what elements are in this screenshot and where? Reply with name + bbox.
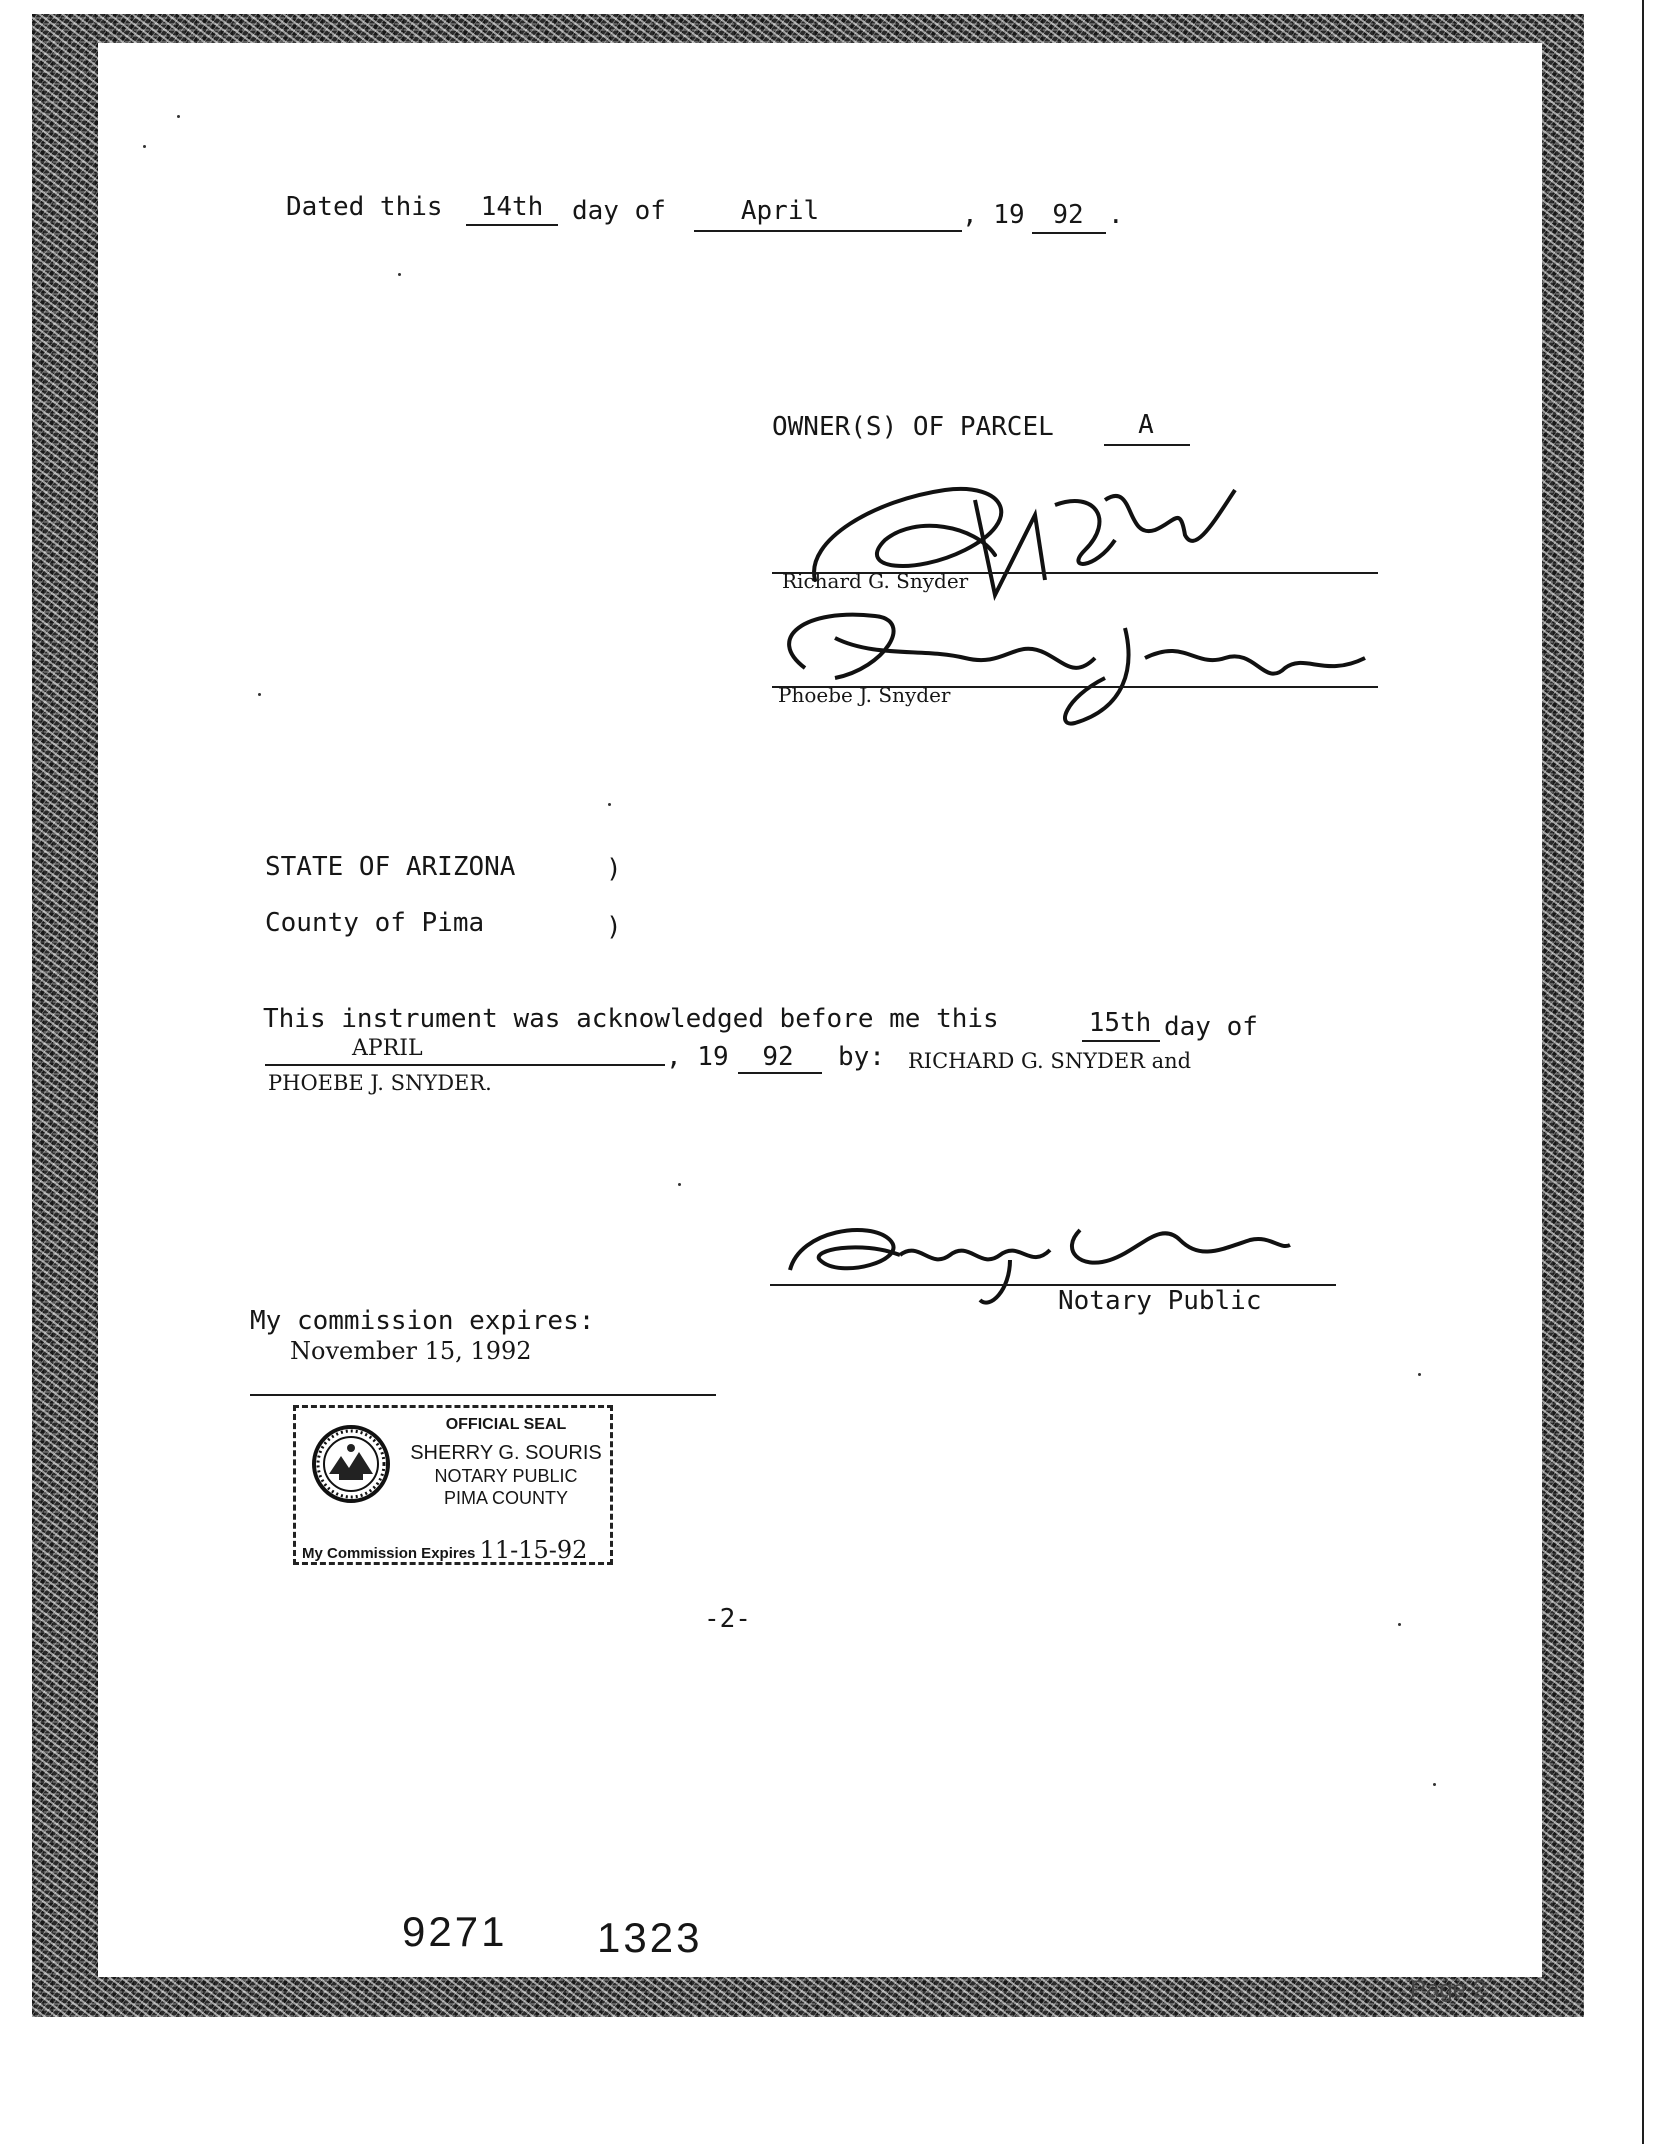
dated-month-rule: [694, 230, 962, 232]
ack-line1-suffix: day of: [1164, 1012, 1258, 1042]
seal-line3: NOTARY PUBLIC: [434, 1466, 578, 1486]
ack-month: APRIL: [352, 1036, 423, 1061]
venue-county: County of Pima: [265, 908, 485, 938]
scan-page-label: Page 2: [1410, 1976, 1487, 2003]
state-seal-icon: [311, 1424, 391, 1508]
ack-by: by:: [838, 1042, 885, 1072]
seal-line4: PIMA COUNTY: [443, 1488, 568, 1508]
scan-speck: [258, 693, 261, 696]
venue-state: STATE OF ARIZONA: [265, 852, 516, 882]
docket-page: 1323: [597, 1914, 703, 1961]
commission-date: November 15, 1992: [290, 1337, 532, 1365]
ack-year: 92: [762, 1042, 794, 1072]
ack-names-line2: PHOEBE J. SNYDER.: [268, 1071, 492, 1095]
scan-speck: [1398, 1623, 1401, 1626]
dated-year: 92: [1052, 200, 1084, 230]
signature-phoebe-j-snyder: [765, 598, 1385, 742]
ack-day-rule: [1082, 1040, 1160, 1042]
scan-speck: [398, 273, 401, 276]
venue-paren-state: ): [606, 854, 622, 884]
ack-year-prefix: , 19: [666, 1042, 729, 1072]
scan-speck: [143, 145, 146, 148]
ack-day: 15th: [1088, 1008, 1152, 1038]
ack-line1-prefix: This instrument was acknowledged before me this: [263, 1004, 999, 1034]
owners-parcel: A: [1138, 410, 1154, 440]
ack-year-rule: [738, 1072, 822, 1074]
owners-heading: OWNER(S) OF PARCEL: [772, 412, 1054, 442]
scan-speck: [608, 803, 611, 806]
dated-year-prefix: , 19: [962, 200, 1025, 230]
signer1-name: Richard G. Snyder: [782, 569, 969, 593]
venue-paren-county: ): [606, 912, 622, 942]
commission-rule: [250, 1394, 716, 1396]
dated-day: 14th: [480, 192, 544, 222]
page-edge-line: [1642, 0, 1644, 2144]
dated-day-of: day of: [572, 196, 666, 226]
dated-day-rule: [466, 224, 558, 226]
page-number: -2-: [704, 1604, 751, 1634]
dated-prefix: Dated this: [286, 192, 443, 222]
owners-parcel-rule: [1104, 444, 1190, 446]
scan-speck: [1433, 1783, 1436, 1786]
dated-year-rule: [1032, 232, 1106, 234]
official-seal-stamp: [293, 1405, 613, 1565]
scan-speck: [177, 115, 180, 118]
seal-expires-label: [302, 1536, 587, 1564]
dated-end: .: [1108, 200, 1124, 230]
dated-month: April: [740, 196, 820, 226]
notary-title: Notary Public: [1058, 1286, 1262, 1316]
scan-speck: [678, 1183, 681, 1186]
seal-expires-label-text: My Commission Expires: [302, 1545, 476, 1562]
scan-speck: [1418, 1373, 1421, 1376]
commission-label: My commission expires:: [250, 1306, 595, 1336]
seal-line2: SHERRY G. SOURIS: [410, 1442, 602, 1464]
docket-number: 9271: [402, 1908, 508, 1955]
signer2-name: Phoebe J. Snyder: [778, 683, 951, 707]
seal-line1: OFFICIAL SEAL: [445, 1416, 567, 1433]
ack-names-line1: RICHARD G. SNYDER and: [908, 1049, 1192, 1073]
seal-expires-date: 11-15-92: [479, 1536, 588, 1564]
ack-month-rule: [265, 1064, 665, 1066]
